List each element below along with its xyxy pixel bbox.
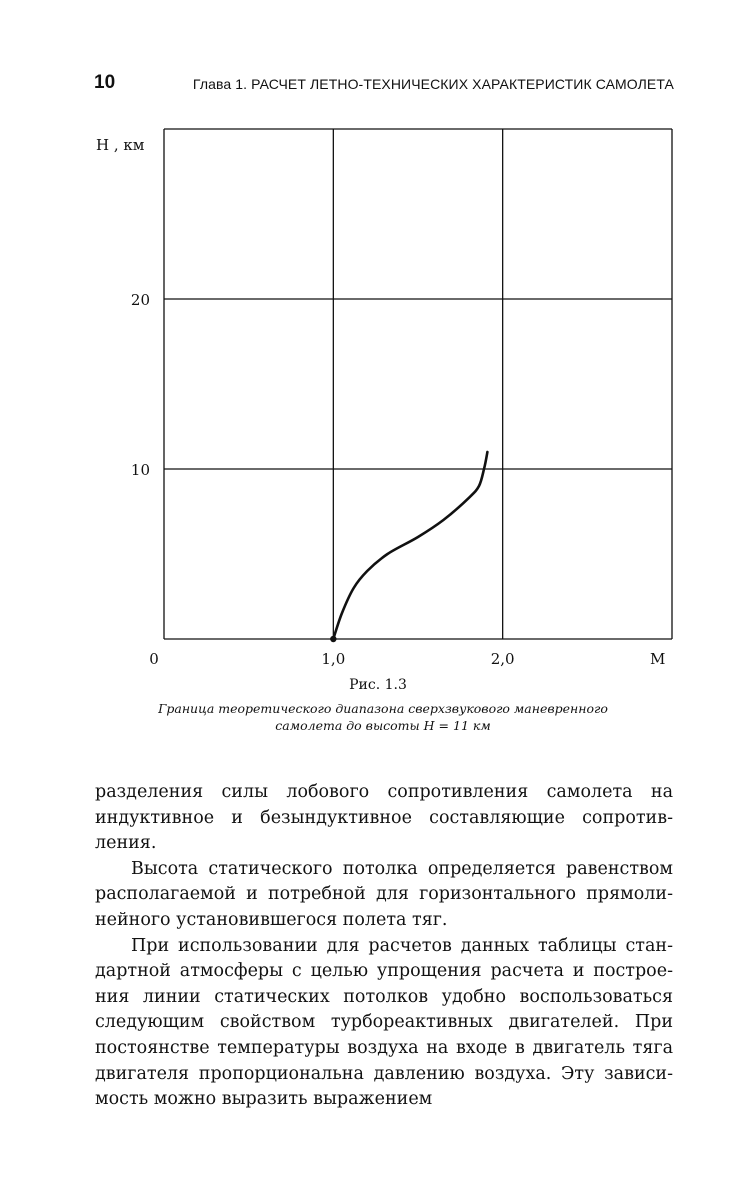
x-tick-label: 2,0 (490, 650, 515, 668)
chart-tick-labels (131, 291, 515, 668)
body-text (95, 780, 673, 1113)
x-axis-label: M (650, 650, 666, 668)
figure-caption (130, 700, 636, 734)
y-tick-label: 10 (130, 461, 150, 479)
running-head: Глава 1. РАСЧЕТ ЛЕТНО-ТЕХНИЧЕСКИХ ХАРАКТЕРИСТИК САМОЛЕТА (192, 76, 674, 92)
chart-grid (164, 129, 672, 639)
paragraph-3: При использовании для расчетов данных таблицы стандартной атмосферы с целью упрощения расчета и построения линии статических потолков удобно воспользоваться следующим свойством турбореактивных двигателей. При постоянстве температуры воздуха на входе в двигатель тяга двигателя пропорциональна давлению воздуха. Эту зависимость можно выразить выражением (95, 935, 673, 1110)
page-number: 10 (94, 72, 116, 93)
figure-caption-line-2: самолета до высоты H = 11 км (275, 718, 491, 733)
x-tick-label: 0 (149, 650, 159, 668)
paragraph-1: разделения силы лобового сопротивления самолета на индуктивное и безындуктивное составляющие сопротивления. (95, 782, 673, 854)
figure-caption-line-1: Граница теоретического диапазона сверхзвукового маневренного (158, 701, 608, 716)
y-axis-label: H , км (96, 136, 145, 154)
x-tick-label: 1,0 (321, 650, 346, 668)
boundary-curve (333, 452, 487, 639)
curve-start-point (330, 636, 336, 642)
y-tick-label: 20 (130, 291, 150, 309)
paragraph-2: Высота статического потолка определяется равенством располагаемой и потребной для горизонтального прямолинейного установившегося полета тяг. (95, 858, 673, 930)
figure-label: Рис. 1.3 (349, 677, 407, 693)
